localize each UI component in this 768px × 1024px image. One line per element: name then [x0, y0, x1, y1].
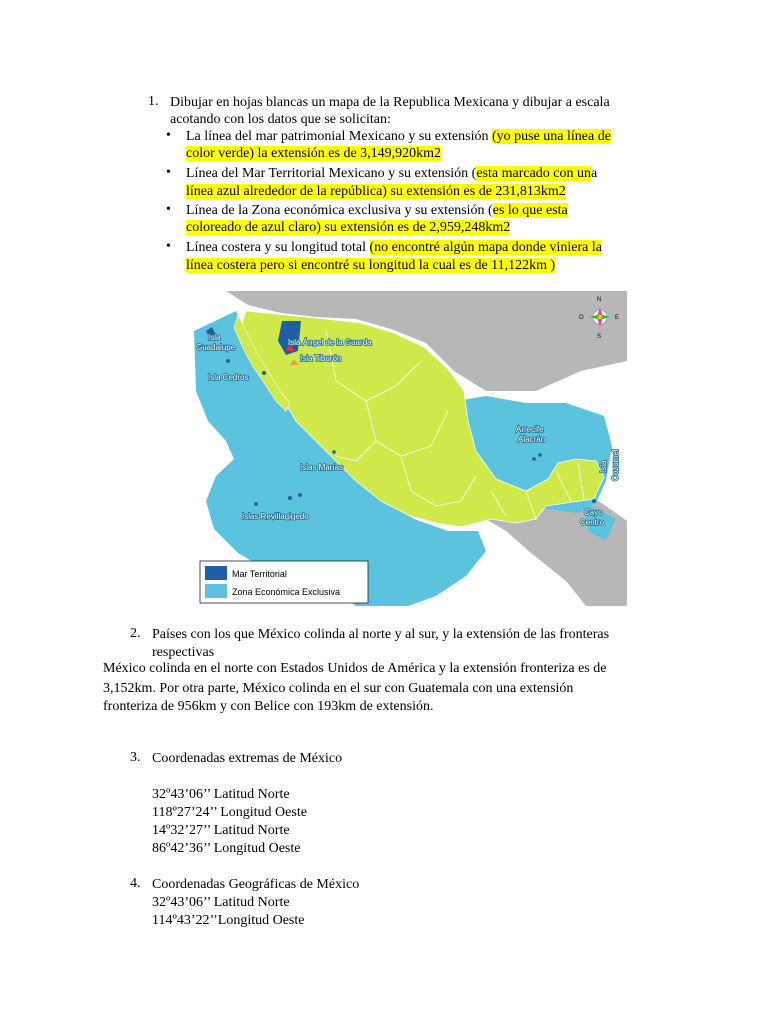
item-4-title: Coordenadas Geográficas de México [152, 877, 360, 892]
item-1-line-2: acotando con los datos que se solicitan: [170, 112, 391, 127]
bullet-4-text-a: Línea costera y su longitud total [186, 240, 370, 255]
label-isla-cedros: Isla Cedros [208, 373, 249, 382]
bullet-dot: • [166, 128, 171, 143]
bullet-4-line-1 [186, 239, 602, 256]
label-isla-angel: Isla Ángel de la Guarda [288, 338, 372, 347]
item-3-coord-3: 14º32’27’’ Latitud Norte [152, 823, 290, 838]
label-cayo-1: Cayo [584, 508, 603, 517]
label-isla-cozumel-1: Isla [599, 460, 608, 473]
map-svg [186, 291, 627, 606]
bullet-dot: • [166, 202, 171, 217]
label-cayo-2: Centro [580, 518, 605, 527]
label-arrecife-2: Alacrán [518, 435, 546, 444]
label-isla-tiburon: Isla Tiburón [300, 354, 342, 363]
bullet-1-line-1 [186, 128, 611, 145]
item-2-para-1: México colinda en el norte con Estados Unidos de América y la extensión fronteriza es de [103, 661, 607, 676]
label-islas-revillagigedo: Islas Revillagigedo [242, 512, 309, 521]
item-3-coord-1: 32º43’06’’ Latitud Norte [152, 787, 290, 802]
bullet-1-highlight-a: (yo puse una línea de [491, 129, 611, 144]
bullet-1-text-a: La línea del mar patrimonial Mexicano y su extensión [186, 129, 492, 144]
item-4-coord-2: 114º43’22’’Longitud Oeste [152, 913, 305, 928]
item-4-number: 4. [130, 876, 141, 891]
bullet-4-highlight-b: línea costera pero si encontré su longitud la cual es de 11,122km ) [186, 258, 556, 273]
item-1-number: 1. [148, 94, 159, 109]
bullet-2-highlight-b: línea azul alrededor de la república) su extensión es de 231,813km2 [186, 184, 566, 199]
bullet-1-highlight-b: color verde) la extensión es de 3,149,920km2 [186, 146, 442, 161]
map-legend [200, 561, 368, 603]
bullet-2-highlight-a: esta marcado con un [476, 166, 592, 181]
bullet-1-line-2 [186, 145, 441, 162]
bullet-3-highlight-b: coloreado de azul claro) su extensión es de 2,959,248km2 [186, 220, 511, 235]
item-2-number: 2. [130, 626, 141, 641]
bullet-2-text-a: Línea del Mar Territorial Mexicano y su extensión ( [186, 166, 477, 181]
legend-swatch-territorial [205, 566, 227, 580]
island-revillagigedo-3 [298, 493, 302, 497]
island-alacran-2 [538, 453, 542, 457]
legend-swatch-eez [205, 584, 227, 598]
label-arrecife-1: Arrecife [516, 425, 544, 434]
compass-n: N [597, 297, 602, 303]
label-isla-guadalupe-1: Isla [208, 333, 221, 342]
bullet-3-highlight-a: es lo que esta [492, 203, 568, 218]
item-3-number: 3. [130, 750, 141, 765]
island-revillagigedo-2 [288, 496, 292, 500]
compass-e: E [615, 315, 620, 321]
island-cedros [262, 371, 266, 375]
island-cayo-centro [592, 499, 596, 503]
bullet-2-text-c: a [591, 166, 598, 181]
item-2-para-2: 3,152km. Por otra parte, México colinda en el sur con Guatemala con una extensión [103, 681, 574, 696]
compass-o: O [579, 315, 584, 321]
bullet-4-line-2 [186, 257, 555, 274]
bullet-3-text-a: Línea de la Zona económica exclusiva y su extensión ( [186, 203, 493, 218]
legend-label-territorial: Mar Territorial [232, 569, 287, 579]
label-isla-guadalupe-2: Guadalupe [196, 343, 236, 352]
label-isla-cozumel-2: Cozumel [611, 449, 620, 481]
island-alacran-1 [532, 457, 536, 461]
bullet-3-line-2 [186, 219, 510, 236]
bullet-2-line-2 [186, 183, 566, 200]
label-islas-marias: Islas Marías [300, 463, 344, 472]
item-3-coord-4: 86º42’36’’ Longitud Oeste [152, 841, 301, 856]
bullet-dot: • [166, 239, 171, 254]
item-4-coord-1: 32º43’06’’ Latitud Norte [152, 895, 290, 910]
item-3-coord-2: 118º27’24’’ Longitud Oeste [152, 805, 307, 820]
item-3-title: Coordenadas extremas de México [152, 751, 343, 766]
island-marias [332, 450, 336, 454]
item-2-para-3: fronteriza de 956km y con Belice con 193km de extensión. [103, 699, 434, 714]
island-guadalupe [226, 359, 230, 363]
item-2-line-1: Países con los que México colinda al norte y al sur, y la extensión de las fronteras [152, 627, 610, 642]
bullet-3-line-1 [186, 202, 568, 219]
compass-s: S [597, 334, 602, 340]
mexico-map [186, 291, 627, 606]
item-2-line-2: respectivas [152, 645, 215, 660]
bullet-2-line-1 [186, 165, 597, 182]
island-revillagigedo-1 [254, 502, 258, 506]
legend-label-eez: Zona Económica Exclusiva [232, 587, 341, 597]
item-1-line-1: Dibujar en hojas blancas un mapa de la Republica Mexicana y dibujar a escala [170, 95, 610, 110]
bullet-4-highlight-a: (no encontré algún mapa donde viniera la [369, 240, 602, 255]
bullet-dot: • [166, 165, 171, 180]
